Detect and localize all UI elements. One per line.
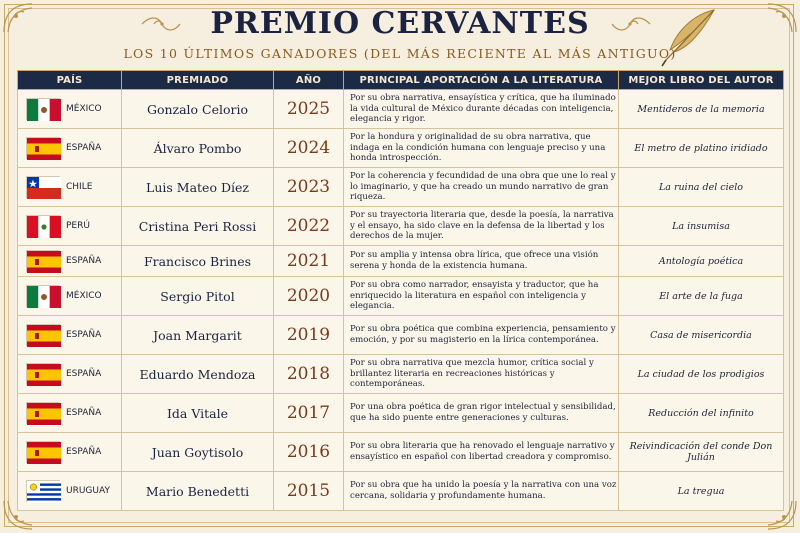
winners-table xyxy=(17,70,784,511)
best-book: El metro de platino iridiado xyxy=(619,129,784,168)
award-year: 2024 xyxy=(274,129,344,168)
country-name: ESPAÑA xyxy=(66,330,102,340)
award-year: 2019 xyxy=(274,316,344,355)
best-book: El arte de la fuga xyxy=(619,277,784,316)
best-book: Mentideros de la memoria xyxy=(619,90,784,129)
header-year: AÑO xyxy=(274,71,344,90)
country-name: ESPAÑA xyxy=(66,447,102,457)
country-cell xyxy=(18,472,122,511)
header-winner: PREMIADO xyxy=(122,71,274,90)
table-row xyxy=(18,90,784,129)
table-row xyxy=(18,277,784,316)
best-book: La ruina del cielo xyxy=(619,168,784,207)
table-row xyxy=(18,316,784,355)
country-cell xyxy=(18,129,122,168)
country-name: PERÚ xyxy=(66,221,90,231)
best-book: La tregua xyxy=(619,472,784,511)
country-name: CHILE xyxy=(66,182,93,192)
contribution-text: Por una obra poética de gran rigor intelectual y sensibilidad, que ha sido puente entre generaciones y culturas. xyxy=(344,394,619,433)
header-book: MEJOR LIBRO DEL AUTOR xyxy=(619,71,784,90)
country-cell xyxy=(18,277,122,316)
table-row xyxy=(18,207,784,246)
spain-flag-icon xyxy=(26,441,60,463)
country-cell xyxy=(18,394,122,433)
winner-name: Ida Vitale xyxy=(122,394,274,433)
award-year: 2020 xyxy=(274,277,344,316)
contribution-text: Por su obra narrativa que mezcla humor, crítica social y brillantez literaria en recreaciones históricas y contemporáneas. xyxy=(344,355,619,394)
page-title: PREMIO CERVANTES xyxy=(210,6,590,41)
best-book: Antología poética xyxy=(619,246,784,277)
country-cell xyxy=(18,90,122,129)
table-row xyxy=(18,472,784,511)
table-header-row xyxy=(18,71,784,90)
table-row xyxy=(18,129,784,168)
contribution-text: Por la coherencia y fecundidad de una obra que une lo real y lo imaginario, y que ha creado un mundo narrativo de gran riqueza. xyxy=(344,168,619,207)
header-contribution: PRINCIPAL APORTACIÓN A LA LITERATURA xyxy=(344,71,619,90)
country-name: MÉXICO xyxy=(66,104,102,114)
contribution-text: Por su amplia y intensa obra lírica, que ofrece una visión serena y honda de la existencia humana. xyxy=(344,246,619,277)
spain-flag-icon xyxy=(26,402,60,424)
winner-name: Cristina Peri Rossi xyxy=(122,207,274,246)
winner-name: Álvaro Pombo xyxy=(122,129,274,168)
award-year: 2015 xyxy=(274,472,344,511)
country-name: ESPAÑA xyxy=(66,256,102,266)
mexico-flag-icon xyxy=(26,285,60,307)
winner-name: Mario Benedetti xyxy=(122,472,274,511)
award-year: 2023 xyxy=(274,168,344,207)
winner-name: Sergio Pitol xyxy=(122,277,274,316)
best-book: La insumisa xyxy=(619,207,784,246)
country-cell xyxy=(18,168,122,207)
contribution-text: Por su obra literaria que ha renovado el lenguaje narrativo y ensayístico en español con libertad creadora y compromiso. xyxy=(344,433,619,472)
table-row xyxy=(18,355,784,394)
country-cell xyxy=(18,246,122,277)
best-book: Casa de misericordia xyxy=(619,316,784,355)
winner-name: Francisco Brines xyxy=(122,246,274,277)
award-year: 2021 xyxy=(274,246,344,277)
best-book: La ciudad de los prodigios xyxy=(619,355,784,394)
table-row xyxy=(18,394,784,433)
best-book: Reivindicación del conde Don Julián xyxy=(619,433,784,472)
peru-flag-icon xyxy=(26,215,60,237)
award-year: 2022 xyxy=(274,207,344,246)
contribution-text: Por su obra poética que combina experiencia, pensamiento y emoción, y por su magisterio en la lírica contemporánea. xyxy=(344,316,619,355)
country-cell xyxy=(18,355,122,394)
mexico-flag-icon xyxy=(26,98,60,120)
country-cell xyxy=(18,433,122,472)
spain-flag-icon xyxy=(26,324,60,346)
country-name: URUGUAY xyxy=(66,486,110,496)
best-book: Reducción del infinito xyxy=(619,394,784,433)
country-cell xyxy=(18,207,122,246)
contribution-text: Por la hondura y originalidad de su obra narrativa, que indaga en la condición humana con lenguaje preciso y una honda introspección. xyxy=(344,129,619,168)
country-name: MÉXICO xyxy=(66,291,102,301)
contribution-text: Por su obra narrativa, ensayística y crítica, que ha iluminado la vida cultural de México durante décadas con inteligencia, elegancia y rigor. xyxy=(344,90,619,129)
contribution-text: Por su obra como narrador, ensayista y traductor, que ha enriquecido la literatura en español con inteligencia y elegancia. xyxy=(344,277,619,316)
country-name: ESPAÑA xyxy=(66,369,102,379)
spain-flag-icon xyxy=(26,250,60,272)
country-name: ESPAÑA xyxy=(66,143,102,153)
uruguay-flag-icon xyxy=(26,480,60,502)
table-row xyxy=(18,168,784,207)
chile-flag-icon xyxy=(26,176,60,198)
page-subtitle: LOS 10 ÚLTIMOS GANADORES (DEL MÁS RECIENTE AL MÁS ANTIGUO) xyxy=(123,46,677,61)
winner-name: Joan Margarit xyxy=(122,316,274,355)
award-year: 2016 xyxy=(274,433,344,472)
spain-flag-icon xyxy=(26,363,60,385)
contribution-text: Por su trayectoria literaria que, desde la poesía, la narrativa y el ensayo, ha sido clave en la defensa de la libertad y los derechos de la mujer. xyxy=(344,207,619,246)
country-cell xyxy=(18,316,122,355)
country-name: ESPAÑA xyxy=(66,408,102,418)
winner-name: Luis Mateo Díez xyxy=(122,168,274,207)
table-row xyxy=(18,433,784,472)
spain-flag-icon xyxy=(26,137,60,159)
award-year: 2017 xyxy=(274,394,344,433)
winner-name: Juan Goytisolo xyxy=(122,433,274,472)
award-year: 2025 xyxy=(274,90,344,129)
winner-name: Eduardo Mendoza xyxy=(122,355,274,394)
header-country: PAÍS xyxy=(18,71,122,90)
contribution-text: Por su obra que ha unido la poesía y la narrativa con una voz cercana, solidaria y profundamente humana. xyxy=(344,472,619,511)
award-year: 2018 xyxy=(274,355,344,394)
winner-name: Gonzalo Celorio xyxy=(122,90,274,129)
table-row xyxy=(18,246,784,277)
